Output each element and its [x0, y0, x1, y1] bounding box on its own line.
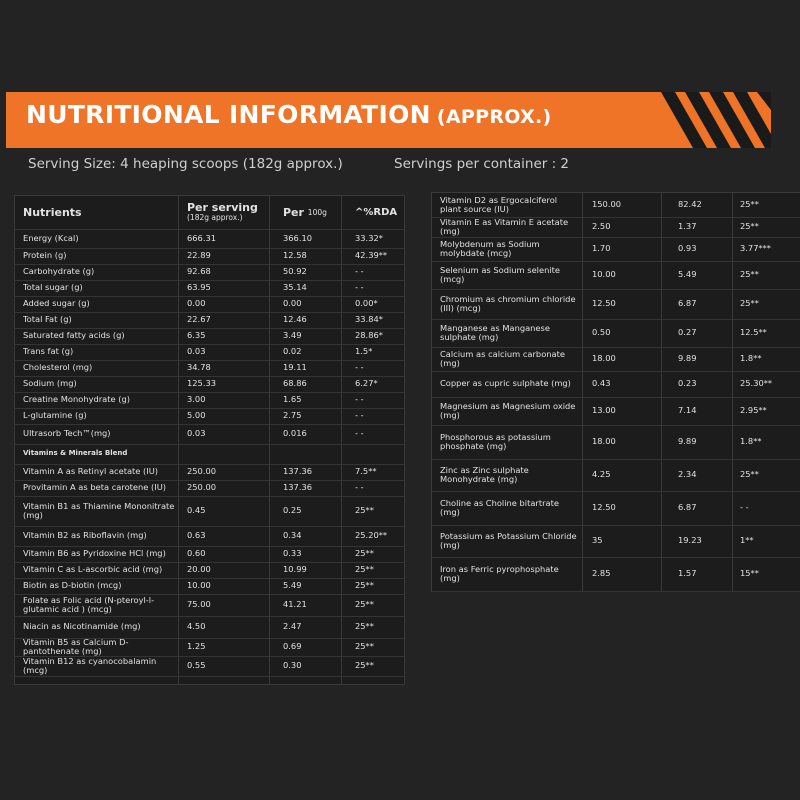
rda-cell: 25** — [355, 580, 374, 591]
per-serving-cell: 4.25 — [592, 469, 611, 480]
table-row — [15, 296, 404, 313]
table-row — [432, 319, 800, 348]
nutrient-name-cell: Zinc as Zinc sulphate Monohydrate (mg) — [440, 464, 529, 484]
nutrient-name-cell: Vitamins & Minerals Blend — [23, 449, 128, 458]
per-serving-cell: 22.67 — [187, 314, 211, 325]
per-serving-cell: 0.55 — [187, 660, 206, 671]
rda-cell: 15** — [740, 568, 759, 579]
per-100g-cell: 82.42 — [678, 199, 702, 210]
nutrient-name-cell: Sodium (mg) — [23, 378, 77, 389]
per-100g-cell: 9.89 — [678, 353, 697, 364]
nutrient-name-cell: Manganese as Manganese sulphate (mg) — [440, 322, 550, 342]
per-100g-cell: 0.93 — [678, 243, 697, 254]
table-row — [432, 217, 800, 238]
table-row — [15, 444, 404, 465]
per-100g-cell: 0.00 — [283, 298, 302, 309]
table-row — [15, 312, 404, 329]
per-serving-cell: 250.00 — [187, 482, 217, 493]
per-100g-cell: 50.92 — [283, 266, 307, 277]
table-row — [432, 557, 800, 592]
nutrient-name-cell: Biotin as D-biotin (mcg) — [23, 580, 122, 591]
table-row — [432, 261, 800, 290]
column-divider — [732, 193, 733, 591]
header-nutrients: Nutrients — [23, 205, 82, 219]
nutrient-name-cell: Vitamin B1 as Thiamine Mononitrate (mg) — [23, 500, 175, 520]
nutrient-name-cell: Vitamin B2 as Riboflavin (mg) — [23, 530, 147, 541]
rda-cell: 25** — [355, 505, 374, 516]
header-per-serving-label: Per serving — [187, 201, 258, 214]
per-serving-cell: 0.60 — [187, 548, 206, 559]
rda-cell: 1.8** — [740, 436, 762, 447]
per-100g-cell: 1.57 — [678, 568, 697, 579]
per-100g-cell: 0.23 — [678, 378, 697, 389]
per-100g-cell: 12.46 — [283, 314, 307, 325]
rda-cell: 12.5** — [740, 327, 767, 338]
table-row — [15, 424, 404, 445]
per-serving-cell: 10.00 — [592, 269, 616, 280]
per-100g-cell: 41.21 — [283, 599, 307, 610]
per-serving-cell — [187, 444, 267, 464]
per-100g-cell: 6.87 — [678, 502, 697, 513]
rda-cell: 7.5** — [355, 466, 377, 477]
per-serving-cell: 22.89 — [187, 250, 211, 261]
table-row — [432, 397, 800, 426]
nutrient-name-cell: Vitamin C as L-ascorbic acid (mg) — [23, 564, 163, 575]
servings-per-container-text: Servings per container : 2 — [394, 156, 570, 172]
rda-cell: 25** — [355, 548, 374, 559]
rda-cell: - - — [355, 266, 364, 277]
per-100g-cell: 35.14 — [283, 282, 307, 293]
per-serving-cell: 5.00 — [187, 410, 206, 421]
column-divider — [582, 193, 583, 591]
banner-title — [26, 100, 551, 129]
per-serving-cell: 250.00 — [187, 466, 217, 477]
nutrient-name-cell: Trans fat (g) — [23, 346, 74, 357]
rda-cell: 25** — [740, 269, 759, 280]
per-100g-cell: 2.34 — [678, 469, 697, 480]
nutrient-name-cell: Provitamin A as beta carotene (IU) — [23, 482, 167, 493]
nutrition-table-left — [14, 195, 405, 685]
per-serving-cell: 4.50 — [187, 621, 206, 632]
per-100g-cell: 1.37 — [678, 221, 697, 232]
per-serving-cell: 666.31 — [187, 232, 217, 243]
rda-cell: 2.95** — [740, 405, 767, 416]
table-row — [432, 491, 800, 526]
table-row — [15, 464, 404, 481]
nutrient-name-cell: Vitamin A as Retinyl acetate (IU) — [23, 466, 159, 477]
per-serving-cell: 1.25 — [187, 641, 206, 652]
nutrient-name-cell: Total sugar (g) — [23, 282, 83, 293]
nutrient-name-cell: Magnesium as Magnesium oxide (mg) — [440, 400, 576, 420]
header-per-100g-label: Per — [283, 205, 304, 219]
banner-title-main: NUTRITIONAL INFORMATION — [26, 100, 431, 129]
nutrient-name-cell: Phosphorous as potassium phosphate (mg) — [440, 431, 551, 451]
rda-cell: 25** — [740, 199, 759, 210]
diagonal-stripes-decoration — [661, 92, 771, 148]
table-row — [15, 496, 404, 527]
table-row — [15, 616, 404, 639]
nutrient-name-cell: Selenium as Sodium selenite (mcg) — [440, 264, 561, 284]
per-100g-cell: 2.75 — [283, 410, 302, 421]
rda-cell: 25** — [355, 621, 374, 632]
per-serving-cell: 0.50 — [592, 327, 611, 338]
table-row — [432, 525, 800, 558]
nutrient-name-cell: Choline as Choline bitartrate (mg) — [440, 497, 559, 517]
per-100g-cell: 9.89 — [678, 436, 697, 447]
nutrient-name-cell: Folate as Folic acid (N-pteroyl-l-glutamic acid ) (mcg) — [23, 594, 155, 614]
per-serving-cell: 0.63 — [187, 530, 206, 541]
rda-cell: 25** — [355, 660, 374, 671]
per-serving-cell: 12.50 — [592, 502, 616, 513]
per-100g-cell: 0.27 — [678, 327, 697, 338]
rda-cell: 25.30** — [740, 378, 773, 389]
nutrient-name-cell: Chromium as chromium chloride (III) (mcg) — [440, 293, 576, 313]
table-row — [15, 376, 404, 393]
per-100g-cell: 0.016 — [283, 428, 307, 439]
rda-cell: - - — [355, 394, 364, 405]
table-row — [432, 425, 800, 460]
nutrient-name-cell: Ultrasorb Tech™(mg) — [23, 428, 111, 439]
header-per-serving-sub: (182g approx.) — [187, 212, 243, 222]
nutrient-name-cell: Energy (Kcal) — [23, 232, 79, 243]
rda-cell: 25** — [740, 298, 759, 309]
per-100g-cell: 5.49 — [283, 580, 302, 591]
table-row — [15, 578, 404, 595]
per-serving-cell: 10.00 — [187, 580, 211, 591]
per-100g-cell: 0.02 — [283, 346, 302, 357]
rda-cell: 1** — [740, 535, 754, 546]
table-row — [15, 562, 404, 579]
table-row — [432, 237, 800, 262]
per-100g-cell: 3.49 — [283, 330, 302, 341]
per-serving-cell: 6.35 — [187, 330, 206, 341]
table-row — [15, 526, 404, 547]
per-serving-cell: 12.50 — [592, 298, 616, 309]
rda-cell: 28.86* — [355, 330, 383, 341]
column-divider — [341, 196, 342, 684]
per-serving-cell: 34.78 — [187, 362, 211, 373]
nutrition-table-right — [431, 192, 800, 592]
per-serving-cell: 75.00 — [187, 599, 211, 610]
rda-cell: - - — [355, 362, 364, 373]
table-row — [432, 459, 800, 492]
table-row — [15, 408, 404, 425]
table-row — [15, 328, 404, 345]
header-per-serving — [187, 196, 272, 229]
rda-cell: 33.84* — [355, 314, 383, 325]
per-100g-cell: 366.10 — [283, 232, 313, 243]
rda-cell: 42.39** — [355, 250, 388, 261]
table-row — [15, 594, 404, 617]
serving-size-text: Serving Size: 4 heaping scoops (182g approx.) — [28, 156, 343, 172]
table-row — [432, 193, 800, 218]
per-100g-cell: 2.47 — [283, 621, 302, 632]
per-serving-cell: 35 — [592, 535, 603, 546]
per-100g-cell: 5.49 — [678, 269, 697, 280]
per-100g-cell: 19.23 — [678, 535, 702, 546]
per-100g-cell: 10.99 — [283, 564, 307, 575]
nutrient-name-cell: Added sugar (g) — [23, 298, 90, 309]
table-row — [15, 248, 404, 265]
rda-cell: 25.20** — [355, 530, 388, 541]
nutrient-name-cell: Potassium as Potassium Chloride (mg) — [440, 530, 577, 550]
column-divider — [661, 193, 662, 591]
rda-cell: - - — [355, 410, 364, 421]
table-row — [15, 480, 404, 497]
nutrient-name-cell: Iron as Ferric pyrophosphate (mg) — [440, 563, 559, 583]
per-serving-cell: 125.33 — [187, 378, 217, 389]
rda-cell: 25** — [355, 564, 374, 575]
nutrient-name-cell: Vitamin B6 as Pyridoxine HCl (mg) — [23, 548, 166, 559]
header-rda: ^%RDA — [355, 206, 398, 218]
per-serving-cell: 0.03 — [187, 346, 206, 357]
per-100g-cell: 0.33 — [283, 548, 302, 559]
per-100g-cell: 0.30 — [283, 660, 302, 671]
rda-cell: - - — [740, 502, 749, 513]
table-row — [432, 347, 800, 372]
rda-cell: 3.77*** — [740, 243, 771, 254]
per-100g-cell: 7.14 — [678, 405, 697, 416]
nutrient-name-cell: L-glutamine (g) — [23, 410, 87, 421]
nutrient-name-cell: Niacin as Nicotinamide (mg) — [23, 621, 141, 632]
rda-cell: 1.5* — [355, 346, 373, 357]
rda-cell — [355, 444, 403, 464]
per-serving-cell: 20.00 — [187, 564, 211, 575]
rda-cell: 25** — [740, 221, 759, 232]
rda-cell: - - — [355, 482, 364, 493]
nutrient-name-cell: Creatine Monohydrate (g) — [23, 394, 131, 405]
per-100g-cell: 0.34 — [283, 530, 302, 541]
table-row — [15, 264, 404, 281]
banner-title-sub: (APPROX.) — [436, 106, 552, 128]
per-serving-cell: 2.85 — [592, 568, 611, 579]
table-row — [432, 289, 800, 320]
per-serving-cell: 0.03 — [187, 428, 206, 439]
nutrient-name-cell: Molybdenum as Sodium molybdate (mcg) — [440, 238, 540, 258]
rda-cell: - - — [355, 282, 364, 293]
table-row — [15, 546, 404, 563]
table-row — [15, 280, 404, 297]
nutrient-name-cell: Cholesterol (mg) — [23, 362, 93, 373]
nutrient-name-cell: Calcium as calcium carbonate (mg) — [440, 348, 565, 368]
per-100g-cell: 19.11 — [283, 362, 307, 373]
nutrient-name-cell: Protein (g) — [23, 250, 67, 261]
per-100g-cell: 6.87 — [678, 298, 697, 309]
per-100g-cell: 12.58 — [283, 250, 307, 261]
per-serving-cell: 0.45 — [187, 505, 206, 516]
per-serving-cell: 0.43 — [592, 378, 611, 389]
nutrient-name-cell: Vitamin E as Vitamin E acetate (mg) — [440, 217, 569, 236]
rda-cell: - - — [355, 428, 364, 439]
nutrient-name-cell: Copper as cupric sulphate (mg) — [440, 378, 571, 389]
per-100g-cell: 0.69 — [283, 641, 302, 652]
nutrient-name-cell: Total Fat (g) — [23, 314, 72, 325]
table-row — [432, 371, 800, 398]
per-100g-cell: 1.65 — [283, 394, 302, 405]
table-row — [15, 344, 404, 361]
per-serving-cell: 18.00 — [592, 353, 616, 364]
per-100g-cell — [283, 444, 343, 464]
nutrient-name-cell: Vitamin B12 as cyanocobalamin (mcg) — [23, 656, 157, 675]
rda-cell: 25** — [355, 641, 374, 652]
nutrient-name-cell: Saturated fatty acids (g) — [23, 330, 125, 341]
header-per-100g-unit: 100g — [307, 207, 327, 217]
table-header-row — [15, 196, 404, 230]
per-serving-cell: 3.00 — [187, 394, 206, 405]
per-100g-cell: 68.86 — [283, 378, 307, 389]
title-banner — [6, 92, 771, 148]
nutrient-name-cell: Vitamin D2 as Ergocalciferol plant source (IU) — [440, 194, 558, 214]
per-serving-cell: 1.70 — [592, 243, 611, 254]
per-100g-cell: 137.36 — [283, 466, 313, 477]
header-per-100g — [283, 196, 358, 229]
rda-cell: 1.8** — [740, 353, 762, 364]
per-serving-cell: 18.00 — [592, 436, 616, 447]
table-row — [15, 360, 404, 377]
rda-cell: 25** — [355, 599, 374, 610]
rda-cell: 25** — [740, 469, 759, 480]
rda-cell: 6.27* — [355, 378, 378, 389]
per-serving-cell: 2.50 — [592, 221, 611, 232]
per-serving-cell: 150.00 — [592, 199, 622, 210]
table-row — [15, 656, 404, 677]
column-divider — [269, 196, 270, 684]
table-row — [15, 229, 404, 249]
per-serving-cell: 63.95 — [187, 282, 211, 293]
per-serving-cell: 92.68 — [187, 266, 211, 277]
per-serving-cell: 13.00 — [592, 405, 616, 416]
nutrient-name-cell: Carbohydrate (g) — [23, 266, 95, 277]
rda-cell: 0.00* — [355, 298, 378, 309]
per-100g-cell: 137.36 — [283, 482, 313, 493]
per-100g-cell: 0.25 — [283, 505, 302, 516]
column-divider — [178, 196, 179, 684]
nutrient-name-cell: Vitamin B5 as Calcium D-pantothenate (mg) — [23, 638, 129, 656]
table-row — [15, 392, 404, 409]
per-serving-cell: 0.00 — [187, 298, 206, 309]
table-row — [15, 638, 404, 657]
rda-cell: 33.32* — [355, 232, 383, 243]
